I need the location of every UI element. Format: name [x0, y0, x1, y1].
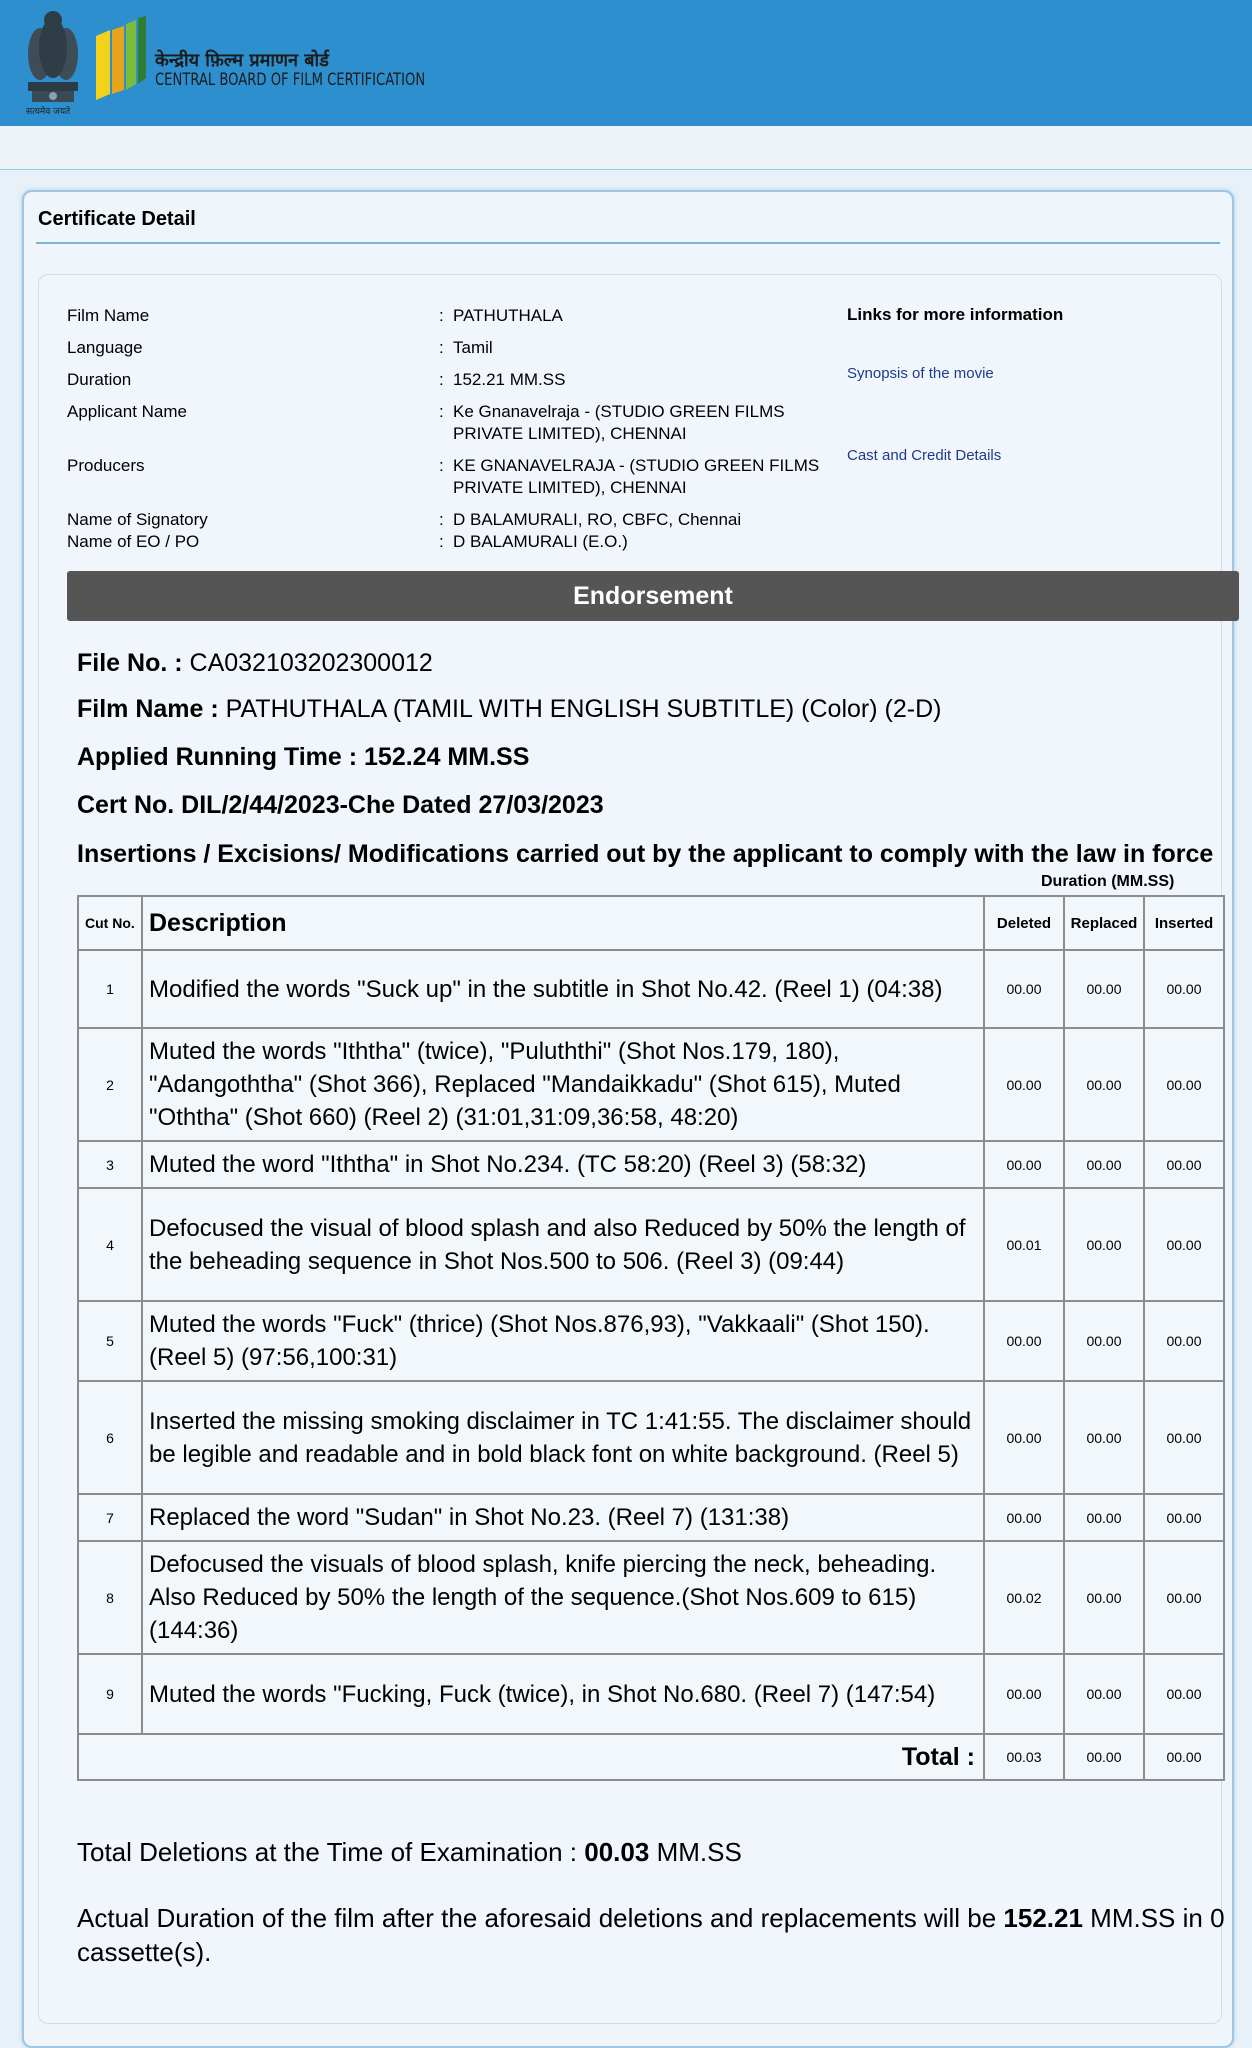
- info-colon: :: [439, 306, 444, 325]
- table-row: [78, 1301, 1224, 1381]
- endorsement-film-name-value: PATHUTHALA (TAMIL WITH ENGLISH SUBTITLE) (Color) (2-D): [225, 695, 942, 723]
- deletions-unit: MM.SS: [656, 1837, 742, 1867]
- table-row: [78, 1141, 1224, 1188]
- cut-description: Muted the words "Fuck" (thrice) (Shot Nos.876,93), "Vakkaali" (Shot 150). (Reel 5) (97:56,100:31): [142, 1301, 984, 1381]
- cut-replaced: 00.00: [1064, 950, 1144, 1028]
- links-heading: Links for more information: [847, 305, 1064, 324]
- total-deleted: 00.03: [984, 1734, 1064, 1780]
- header-cut-no: Cut No.: [78, 896, 142, 950]
- cut-number: 6: [78, 1381, 142, 1494]
- info-label-signatory: Name of Signatory: [67, 510, 208, 529]
- info-value-language: Tamil: [453, 338, 493, 357]
- info-label-language: Language: [67, 338, 143, 357]
- table-row: [78, 1541, 1224, 1654]
- panel-title: Certificate Detail: [38, 208, 196, 230]
- actual-suffix: MM.SS in 0 cassette(s).: [77, 1903, 1225, 1967]
- info-value-applicant: Ke Gnanavelraja - (STUDIO GREEN FILMS PRIVATE LIMITED), CHENNAI: [453, 402, 785, 443]
- cut-inserted: 00.00: [1144, 1541, 1224, 1654]
- table-row: [78, 1381, 1224, 1494]
- cut-number: 9: [78, 1654, 142, 1734]
- cut-deleted: 00.00: [984, 1494, 1064, 1541]
- cut-deleted: 00.00: [984, 950, 1064, 1028]
- site-header: [0, 0, 1252, 126]
- cut-deleted: 00.00: [984, 1301, 1064, 1381]
- cut-replaced: 00.00: [1064, 1141, 1144, 1188]
- cut-description: Replaced the word "Sudan" in Shot No.23. (Reel 7) (131:38): [142, 1494, 984, 1541]
- total-label: Total :: [78, 1734, 984, 1780]
- actual-value: 152.21: [1003, 1903, 1083, 1933]
- cut-inserted: 00.00: [1144, 1494, 1224, 1541]
- cut-deleted: 00.00: [984, 1381, 1064, 1494]
- cast-credit-link[interactable]: Cast and Credit Details: [847, 447, 1002, 464]
- info-label-producers: Producers: [67, 456, 145, 475]
- info-value-eo-po: D BALAMURALI (E.O.): [453, 532, 628, 551]
- cut-number: 3: [78, 1141, 142, 1188]
- cut-number: 1: [78, 950, 142, 1028]
- brand-title-english: CENTRAL BOARD OF FILM CERTIFICATION: [155, 70, 426, 90]
- modifications-heading: Insertions / Excisions/ Modifications carried out by the applicant to comply with the law in force: [77, 840, 1214, 868]
- info-colon: :: [439, 532, 444, 551]
- total-inserted: 00.00: [1144, 1734, 1224, 1780]
- sub-navigation-bar: [0, 126, 1252, 170]
- cut-description: Modified the words "Suck up" in the subtitle in Shot No.42. (Reel 1) (04:38): [142, 950, 984, 1028]
- header-inserted: Inserted: [1144, 896, 1224, 950]
- info-label-eo-po: Name of EO / PO: [67, 532, 200, 551]
- info-value-duration: 152.21 MM.SS: [453, 370, 566, 389]
- synopsis-link[interactable]: Synopsis of the movie: [847, 365, 994, 382]
- file-number-value: CA032103202300012: [189, 649, 433, 677]
- file-number-label: File No. :: [77, 649, 183, 677]
- info-label-applicant: Applicant Name: [67, 402, 188, 421]
- info-value-film-name: PATHUTHALA: [453, 306, 563, 325]
- cert-number: Cert No. DIL/2/44/2023-Che Dated 27/03/2023: [77, 791, 604, 819]
- certificate-detail-panel: [22, 190, 1234, 2048]
- cut-replaced: 00.00: [1064, 1541, 1144, 1654]
- table-row: [78, 1028, 1224, 1141]
- cut-inserted: 00.00: [1144, 1188, 1224, 1301]
- total-replaced: 00.00: [1064, 1734, 1144, 1780]
- info-colon: :: [439, 510, 444, 529]
- cut-number: 7: [78, 1494, 142, 1541]
- cut-description: Defocused the visuals of blood splash, knife piercing the neck, beheading. Also Reduced by 50% the length of the sequence.(Shot Nos.609 to 615) (144:36): [142, 1541, 984, 1654]
- cbfc-logo-icon: [92, 16, 148, 102]
- info-value-producers: KE GNANAVELRAJA - (STUDIO GREEN FILMS PRIVATE LIMITED), CHENNAI: [453, 456, 820, 497]
- info-colon: :: [439, 456, 444, 475]
- cut-deleted: 00.00: [984, 1028, 1064, 1141]
- table-header-row: [78, 896, 1224, 950]
- deletions-value: 00.03: [584, 1837, 650, 1867]
- cut-description: Inserted the missing smoking disclaimer in TC 1:41:55. The disclaimer should be legible and readable and in bold black font on white background. (Reel 5): [142, 1381, 984, 1494]
- info-value-signatory: D BALAMURALI, RO, CBFC, Chennai: [453, 510, 742, 529]
- deletions-prefix: Total Deletions at the Time of Examination :: [77, 1837, 578, 1867]
- cut-description: Muted the words "Iththa" (twice), "Puluththi" (Shot Nos.179, 180), "Adangoththa" (Shot 366), Replaced "Mandaikkadu" (Shot 615), Muted "Oththa" (Shot 660) (Reel 2) (31:01,31:09,36:58, 48:20): [142, 1028, 984, 1141]
- endorsement-header: Endorsement: [67, 571, 1239, 621]
- table-row: [78, 1494, 1224, 1541]
- cut-number: 5: [78, 1301, 142, 1381]
- endorsement-film-name-label: Film Name :: [77, 695, 219, 723]
- cut-inserted: 00.00: [1144, 1141, 1224, 1188]
- info-colon: :: [439, 338, 444, 357]
- info-label-film-name: Film Name: [67, 306, 150, 325]
- applied-running-time: Applied Running Time : 152.24 MM.SS: [77, 743, 530, 771]
- cut-replaced: 00.00: [1064, 1381, 1144, 1494]
- table-row: [78, 1188, 1224, 1301]
- cut-inserted: 00.00: [1144, 1381, 1224, 1494]
- cut-number: 4: [78, 1188, 142, 1301]
- cut-description: Muted the word "Iththa" in Shot No.234. (TC 58:20) (Reel 3) (58:32): [142, 1141, 984, 1188]
- panel-divider: [36, 242, 1220, 244]
- cut-number: 8: [78, 1541, 142, 1654]
- cut-deleted: 00.02: [984, 1541, 1064, 1654]
- cut-description: Defocused the visual of blood splash and also Reduced by 50% the length of the beheading sequence in Shot Nos.500 to 506. (Reel 3) (09:44): [142, 1188, 984, 1301]
- table-total-row: [78, 1734, 1224, 1780]
- brand-title-hindi: केन्द्रीय फ़िल्म प्रमाणन बोर्ड: [155, 50, 329, 71]
- cut-replaced: 00.00: [1064, 1028, 1144, 1141]
- duration-unit-label: Duration (MM.SS): [1041, 873, 1175, 890]
- cut-deleted: 00.00: [984, 1141, 1064, 1188]
- endorsement-film-name: [77, 693, 941, 725]
- table-row: [78, 950, 1224, 1028]
- header-description: Description: [142, 896, 984, 950]
- cut-deleted: 00.01: [984, 1188, 1064, 1301]
- certificate-content: [38, 274, 1225, 2024]
- cut-number: 2: [78, 1028, 142, 1141]
- cut-replaced: 00.00: [1064, 1301, 1144, 1381]
- table-row: [78, 1654, 1224, 1734]
- total-deletions-summary: [77, 1835, 1237, 1869]
- cut-inserted: 00.00: [1144, 1028, 1224, 1141]
- file-number: [77, 647, 433, 679]
- cuts-table: [77, 895, 1225, 1781]
- cut-replaced: 00.00: [1064, 1188, 1144, 1301]
- cut-description: Muted the words "Fucking, Fuck (twice), in Shot No.680. (Reel 7) (147:54): [142, 1654, 984, 1734]
- header-replaced: Replaced: [1064, 896, 1144, 950]
- info-label-duration: Duration: [67, 370, 132, 389]
- info-colon: :: [439, 402, 444, 421]
- cut-replaced: 00.00: [1064, 1654, 1144, 1734]
- cut-inserted: 00.00: [1144, 1301, 1224, 1381]
- actual-duration-summary: [77, 1901, 1237, 1969]
- cut-inserted: 00.00: [1144, 950, 1224, 1028]
- cut-inserted: 00.00: [1144, 1654, 1224, 1734]
- actual-prefix: Actual Duration of the film after the aforesaid deletions and replacements will be: [77, 1903, 997, 1933]
- emblem-motto: सत्यमेव जयते: [26, 107, 71, 117]
- cut-deleted: 00.00: [984, 1654, 1064, 1734]
- cut-replaced: 00.00: [1064, 1494, 1144, 1541]
- header-deleted: Deleted: [984, 896, 1064, 950]
- info-colon: :: [439, 370, 444, 389]
